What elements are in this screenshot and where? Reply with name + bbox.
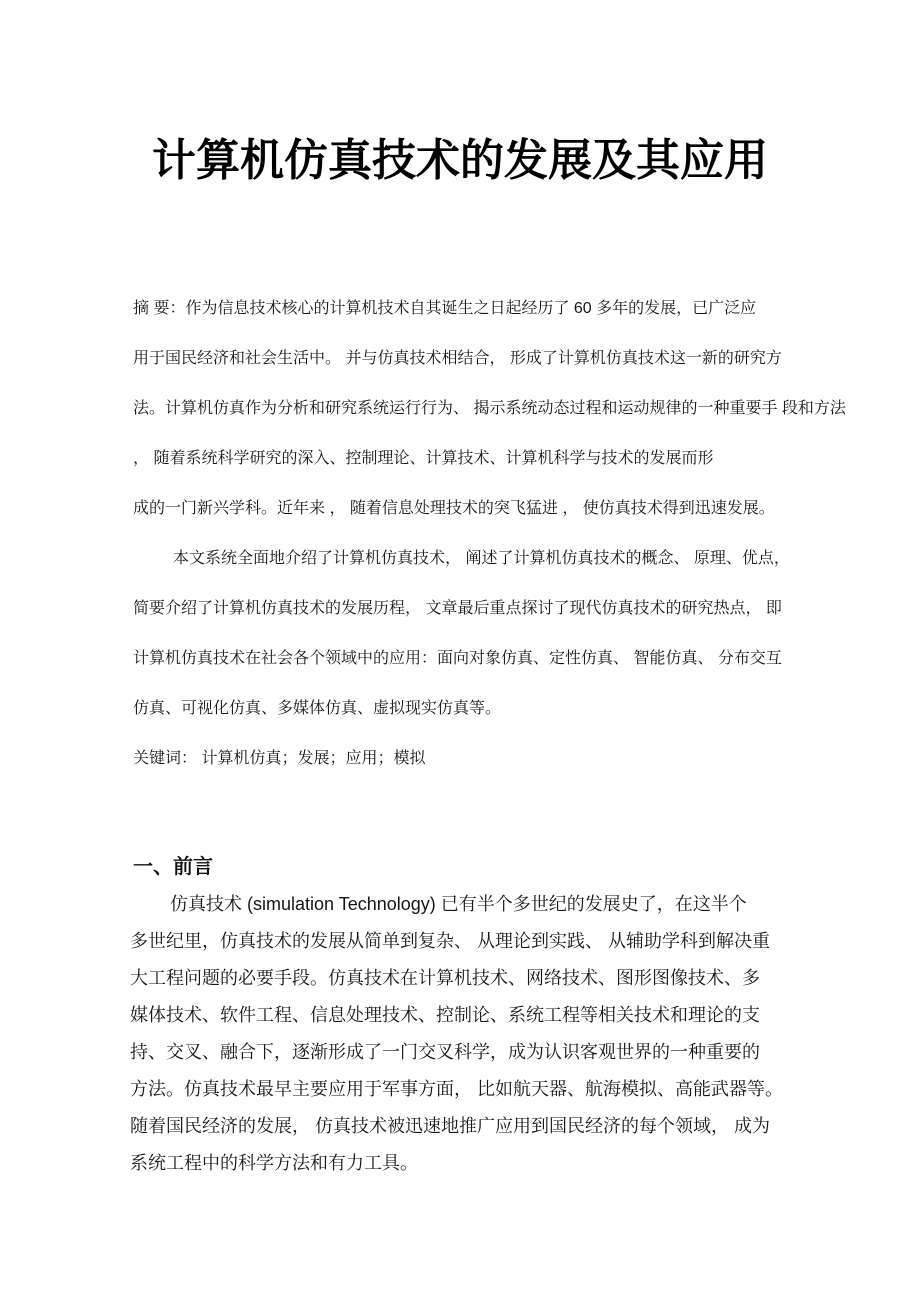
abstract-line: 用于国民经济和社会生活中。 并与仿真技术相结合， 形成了计算机仿真技术这一新的研究方 [133,350,782,367]
abstract-line: 仿真、可视化仿真、多媒体仿真、虚拟现实仿真等。 [133,700,502,717]
body-line: 系统工程中的科学方法和有力工具。 [130,1153,418,1173]
section-heading-foreword: 一、前言 [133,856,213,878]
abstract-line: 摘 要：作为信息技术核心的计算机技术自其诞生之日起经历了 60 多年的发展，已广泛应 [133,300,757,317]
abstract-line: 成的一门新兴学科。近年来 ， 随着信息处理技术的突飞猛进 ， 使仿真技术得到迅速发展。 [133,500,775,517]
body-line: 持、交叉、融合下，逐渐形成了一门交叉科学，成为认识客观世界的一种重要的 [130,1042,760,1062]
body-line: 大工程问题的必要手段。仿真技术在计算机技术、网络技术、图形图像技术、多 [130,968,760,988]
keywords-line: 关键词： 计算机仿真；发展；应用；模拟 [133,750,426,767]
body-line: 仿真技术 (simulation Technology) 已有半个多世纪的发展史了，在这半个 [170,894,747,914]
body-line: 媒体技术、软件工程、信息处理技术、控制论、系统工程等相关技术和理论的支 [130,1005,760,1025]
abstract-line: 简要介绍了计算机仿真技术的发展历程， 文章最后重点探讨了现代仿真技术的研究热点， 即 [133,600,782,617]
abstract-line: 计算机仿真技术在社会各个领域中的应用：面向对象仿真、定性仿真、 智能仿真、 分布交互 [133,650,782,667]
foreword-paragraph [130,886,790,1182]
body-line: 方法。仿真技术最早主要应用于军事方面， 比如航天器、航海模拟、高能武器等。 [130,1079,783,1099]
body-line: 随着国民经济的发展， 仿真技术被迅速地推广应用到国民经济的每个领域， 成为 [130,1116,770,1136]
abstract-line: ， 随着系统科学研究的深入、控制理论、计算技术、计算机科学与技术的发展而形 [133,450,714,467]
document-title: 计算机仿真技术的发展及其应用 [152,136,768,185]
abstract-line: 本文系统全面地介绍了计算机仿真技术， 阐述了计算机仿真技术的概念、 原理、优点， [173,550,790,567]
abstract-line: 法。计算机仿真作为分析和研究系统运行行为、 揭示系统动态过程和运动规律的一种重要手 段和方法 [133,400,846,417]
abstract-section [133,284,893,784]
body-line: 多世纪里，仿真技术的发展从简单到复杂、 从理论到实践、 从辅助学科到解决重 [130,931,770,951]
